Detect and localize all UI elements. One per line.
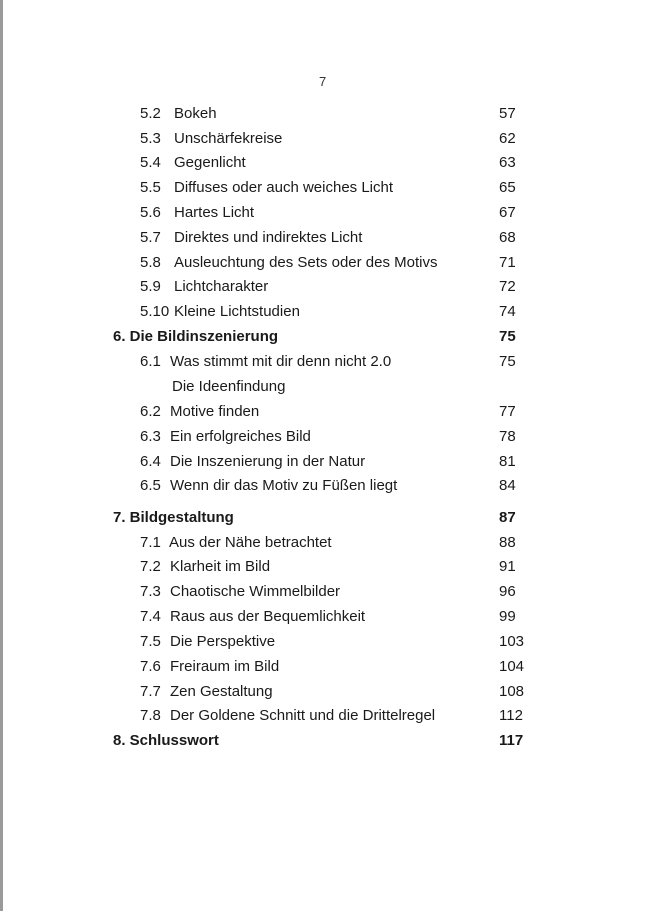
toc-entry-page: 71 — [499, 254, 516, 271]
toc-chapter-page: 117 — [499, 732, 524, 749]
toc-entry-title: Motive finden — [170, 403, 260, 420]
toc-entry-title: Was stimmt mit dir denn nicht 2.0 — [170, 353, 392, 370]
toc-entry-number: 5.6 — [140, 204, 161, 221]
toc-entry-page: 81 — [499, 453, 516, 470]
toc-entry-page: 78 — [499, 428, 516, 445]
toc-entry-page: 77 — [499, 403, 516, 420]
toc-entry-title: Die Perspektive — [170, 633, 276, 650]
toc-entry-number: 7.8 — [140, 707, 161, 724]
toc-entry-number: 6.4 — [140, 453, 161, 470]
toc-entry-title: Unschärfekreise — [174, 130, 283, 147]
toc-entry-number: 5.10 — [140, 303, 170, 320]
toc-entry-title: Zen Gestaltung — [170, 683, 273, 700]
toc-entry-page: 68 — [499, 229, 516, 246]
toc-entry-number: 7.7 — [140, 683, 161, 700]
toc-entry-title: Freiraum im Bild — [170, 658, 280, 675]
toc-entry-number: 6.3 — [140, 428, 161, 445]
toc-entry-page: 67 — [499, 204, 516, 221]
toc-entry-title: Wenn dir das Motiv zu Füßen liegt — [170, 477, 398, 494]
toc-entry-title: Klarheit im Bild — [170, 558, 271, 575]
toc-entry-title: Die Inszenierung in der Natur — [170, 453, 366, 470]
toc-entry-title: Direktes und indirektes Licht — [174, 229, 363, 246]
toc-entry-page: 99 — [499, 608, 516, 625]
toc-entry-number: 5.7 — [140, 229, 161, 246]
toc-entry-page: 75 — [499, 353, 516, 370]
toc-entry-title: Aus der Nähe betrachtet — [169, 534, 332, 551]
toc-entry-title: Hartes Licht — [174, 204, 255, 221]
toc-entry-number: 5.9 — [140, 278, 161, 295]
toc-entry-page: 57 — [499, 105, 516, 122]
toc-entry-page: 103 — [499, 633, 525, 650]
toc-entry-number: 5.3 — [140, 130, 161, 147]
toc-entry-title: Chaotische Wimmelbilder — [170, 583, 341, 600]
toc-entry-number: 5.5 — [140, 179, 161, 196]
toc-entry-page: 72 — [499, 278, 516, 295]
toc-entry-page: 65 — [499, 179, 516, 196]
toc-entry-number: 7.5 — [140, 633, 161, 650]
toc-entry-title: Ausleuchtung des Sets oder des Motivs — [174, 254, 438, 271]
toc-entry-number: 7.6 — [140, 658, 161, 675]
toc-entry-page: 104 — [499, 658, 525, 675]
toc-entry-number: 6.5 — [140, 477, 161, 494]
toc-entry-title: Bokeh — [174, 105, 217, 122]
toc-entry-title: Raus aus der Bequemlichkeit — [170, 608, 366, 625]
toc-entry-number: 7.4 — [140, 608, 161, 625]
toc-entry-number: 5.4 — [140, 154, 161, 171]
toc-entry-title: Diffuses oder auch weiches Licht — [174, 179, 394, 196]
toc-entry-title-continuation: Die Ideenfindung — [172, 378, 286, 395]
toc-entry-title: Der Goldene Schnitt und die Drittelregel — [170, 707, 436, 724]
page-edge-border — [0, 0, 3, 911]
toc-entry-title: Kleine Lichtstudien — [174, 303, 300, 320]
toc-chapter-page: 87 — [499, 509, 516, 526]
toc-entry-number: 7.3 — [140, 583, 161, 600]
toc-entry-number: 5.8 — [140, 254, 161, 271]
toc-entry-title: Lichtcharakter — [174, 278, 269, 295]
toc-entry-number: 7.2 — [140, 558, 161, 575]
toc-entry-page: 63 — [499, 154, 516, 171]
toc-entry-number: 6.1 — [140, 353, 161, 370]
toc-entry-page: 62 — [499, 130, 516, 147]
toc-entry-page: 88 — [499, 534, 516, 551]
toc-entry-page: 112 — [499, 707, 523, 724]
toc-entry-title: Ein erfolgreiches Bild — [170, 428, 311, 445]
toc-entry-page: 91 — [499, 558, 516, 575]
toc-entry-number: 6.2 — [140, 403, 161, 420]
toc-chapter-title: 8. Schlusswort — [113, 732, 219, 749]
toc-entry-number: 7.1 — [140, 534, 161, 551]
toc-entry-page: 84 — [499, 477, 516, 494]
toc-entry-title: Gegenlicht — [174, 154, 246, 171]
toc-chapter-title: 7. Bildgestaltung — [113, 509, 234, 526]
toc-entry-number: 5.2 — [140, 105, 161, 122]
toc-entry-page: 74 — [499, 303, 516, 320]
toc-entry-page: 108 — [499, 683, 525, 700]
toc-entry-page: 96 — [499, 583, 516, 600]
toc-chapter-title: 6. Die Bildinszenierung — [113, 328, 279, 345]
page-number: 7 — [319, 74, 327, 89]
toc-chapter-page: 75 — [499, 328, 516, 345]
